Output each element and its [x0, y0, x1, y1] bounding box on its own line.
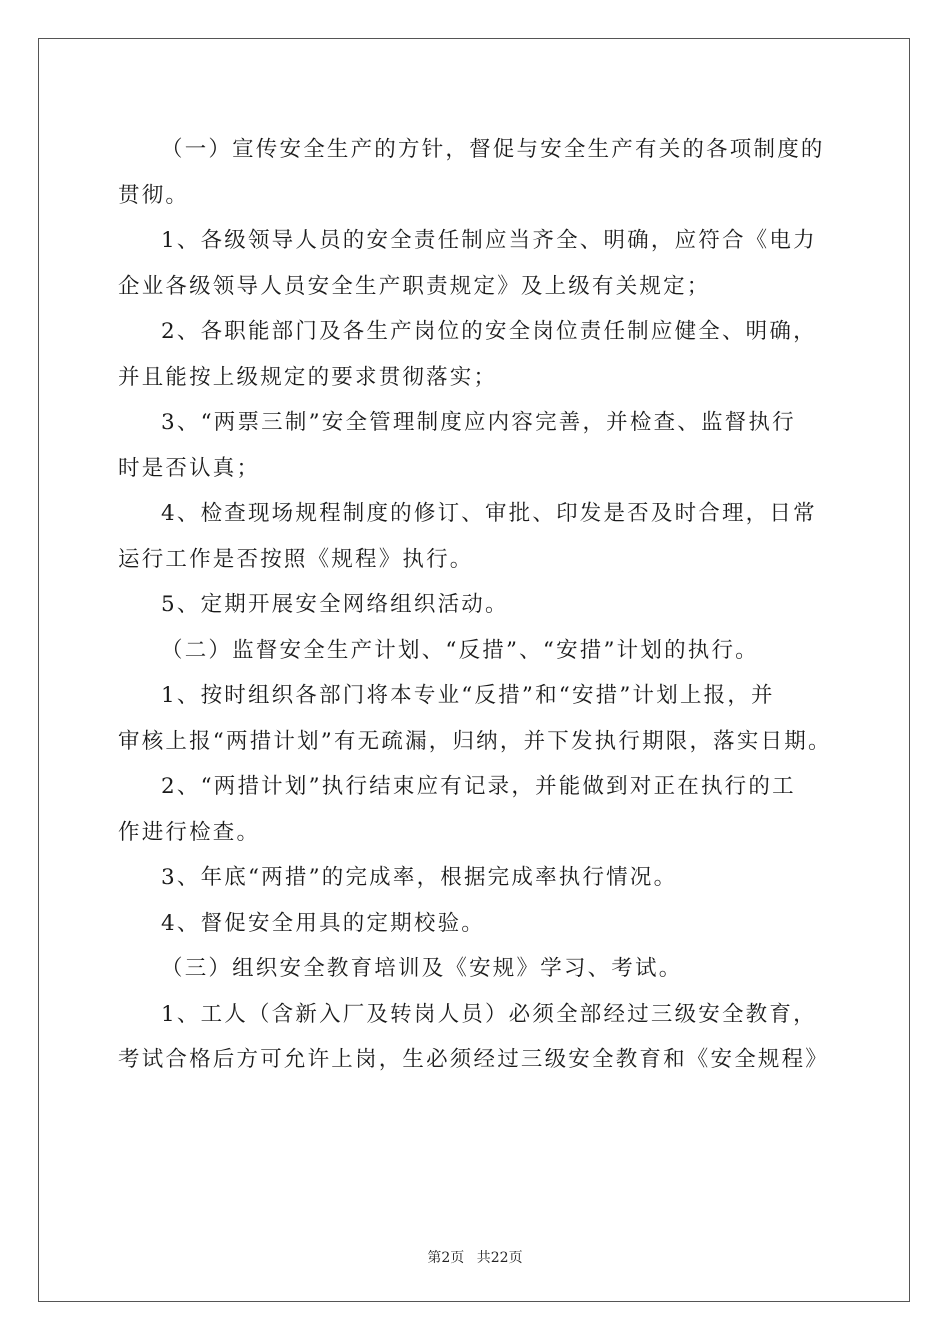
- text-line: 5、定期开展安全网络组织活动。: [161, 592, 509, 617]
- text-line: （一）宣传安全生产的方针，督促与安全生产有关的各项制度的: [161, 137, 825, 162]
- text-line: 1、各级领导人员的安全责任制应当齐全、明确，应符合《电力: [161, 228, 817, 253]
- text-line: 作进行检查。: [118, 819, 261, 845]
- text-line: 时是否认真；: [118, 455, 261, 481]
- text-line: 3、年底“两措”的完成率，根据完成率执行情况。: [161, 865, 678, 890]
- page-number: 第2页: [427, 1250, 465, 1266]
- text-line: 运行工作是否按照《规程》执行。: [118, 546, 474, 572]
- text-line: 审核上报“两措计划”有无疏漏，归纳，并下发执行期限，落实日期。: [118, 728, 832, 754]
- text-line: 2、“两措计划”执行结束应有记录，并能做到对正在执行的工: [161, 774, 796, 799]
- text-line: 1、工人（含新入厂及转岗人员）必须全部经过三级安全教育，: [161, 1001, 817, 1027]
- page-total: 共22页: [476, 1250, 523, 1266]
- text-line: 贯彻。: [118, 182, 190, 208]
- text-line: 考试合格后方可允许上岗，生必须经过三级安全教育和《安全规程》: [118, 1047, 830, 1072]
- text-line: 3、“两票三制”安全管理制度应内容完善，并检查、监督执行: [161, 410, 796, 435]
- text-line: 4、检查现场规程制度的修订、审批、印发是否及时合理，日常: [161, 501, 817, 526]
- page-footer: [0, 1247, 950, 1267]
- text-line: 企业各级领导人员安全生产职责规定》及上级有关规定；: [118, 273, 711, 299]
- document-body: [118, 127, 834, 1083]
- text-line: （二）监督安全生产计划、“反措”、“安措”计划的执行。: [161, 637, 759, 663]
- text-line: 1、按时组织各部门将本专业“反措”和“安措”计划上报，并: [161, 683, 775, 708]
- text-line: （三）组织安全教育培训及《安规》学习、考试。: [161, 956, 683, 981]
- text-line: 4、督促安全用具的定期校验。: [161, 910, 485, 936]
- text-line: 2、各职能部门及各生产岗位的安全岗位责任制应健全、明确，: [161, 319, 817, 344]
- text-line: 并且能按上级规定的要求贯彻落实；: [118, 364, 498, 390]
